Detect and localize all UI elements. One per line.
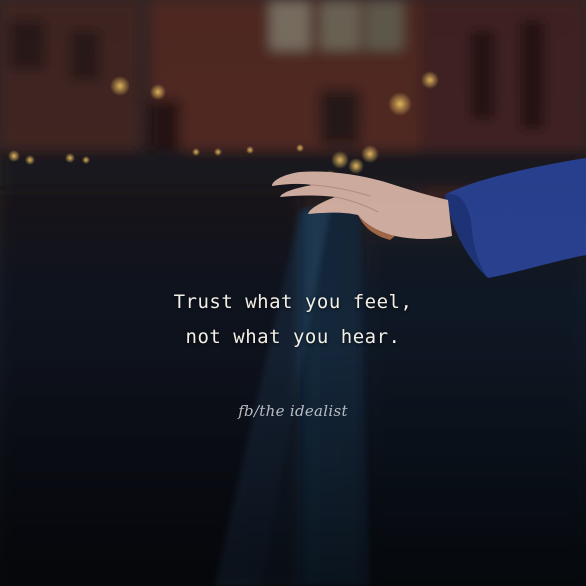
quote-line-1: Trust what you feel, <box>173 291 413 313</box>
credit-text: fb/the idealist <box>238 402 348 420</box>
quote-line-2: not what you hear. <box>185 326 401 348</box>
